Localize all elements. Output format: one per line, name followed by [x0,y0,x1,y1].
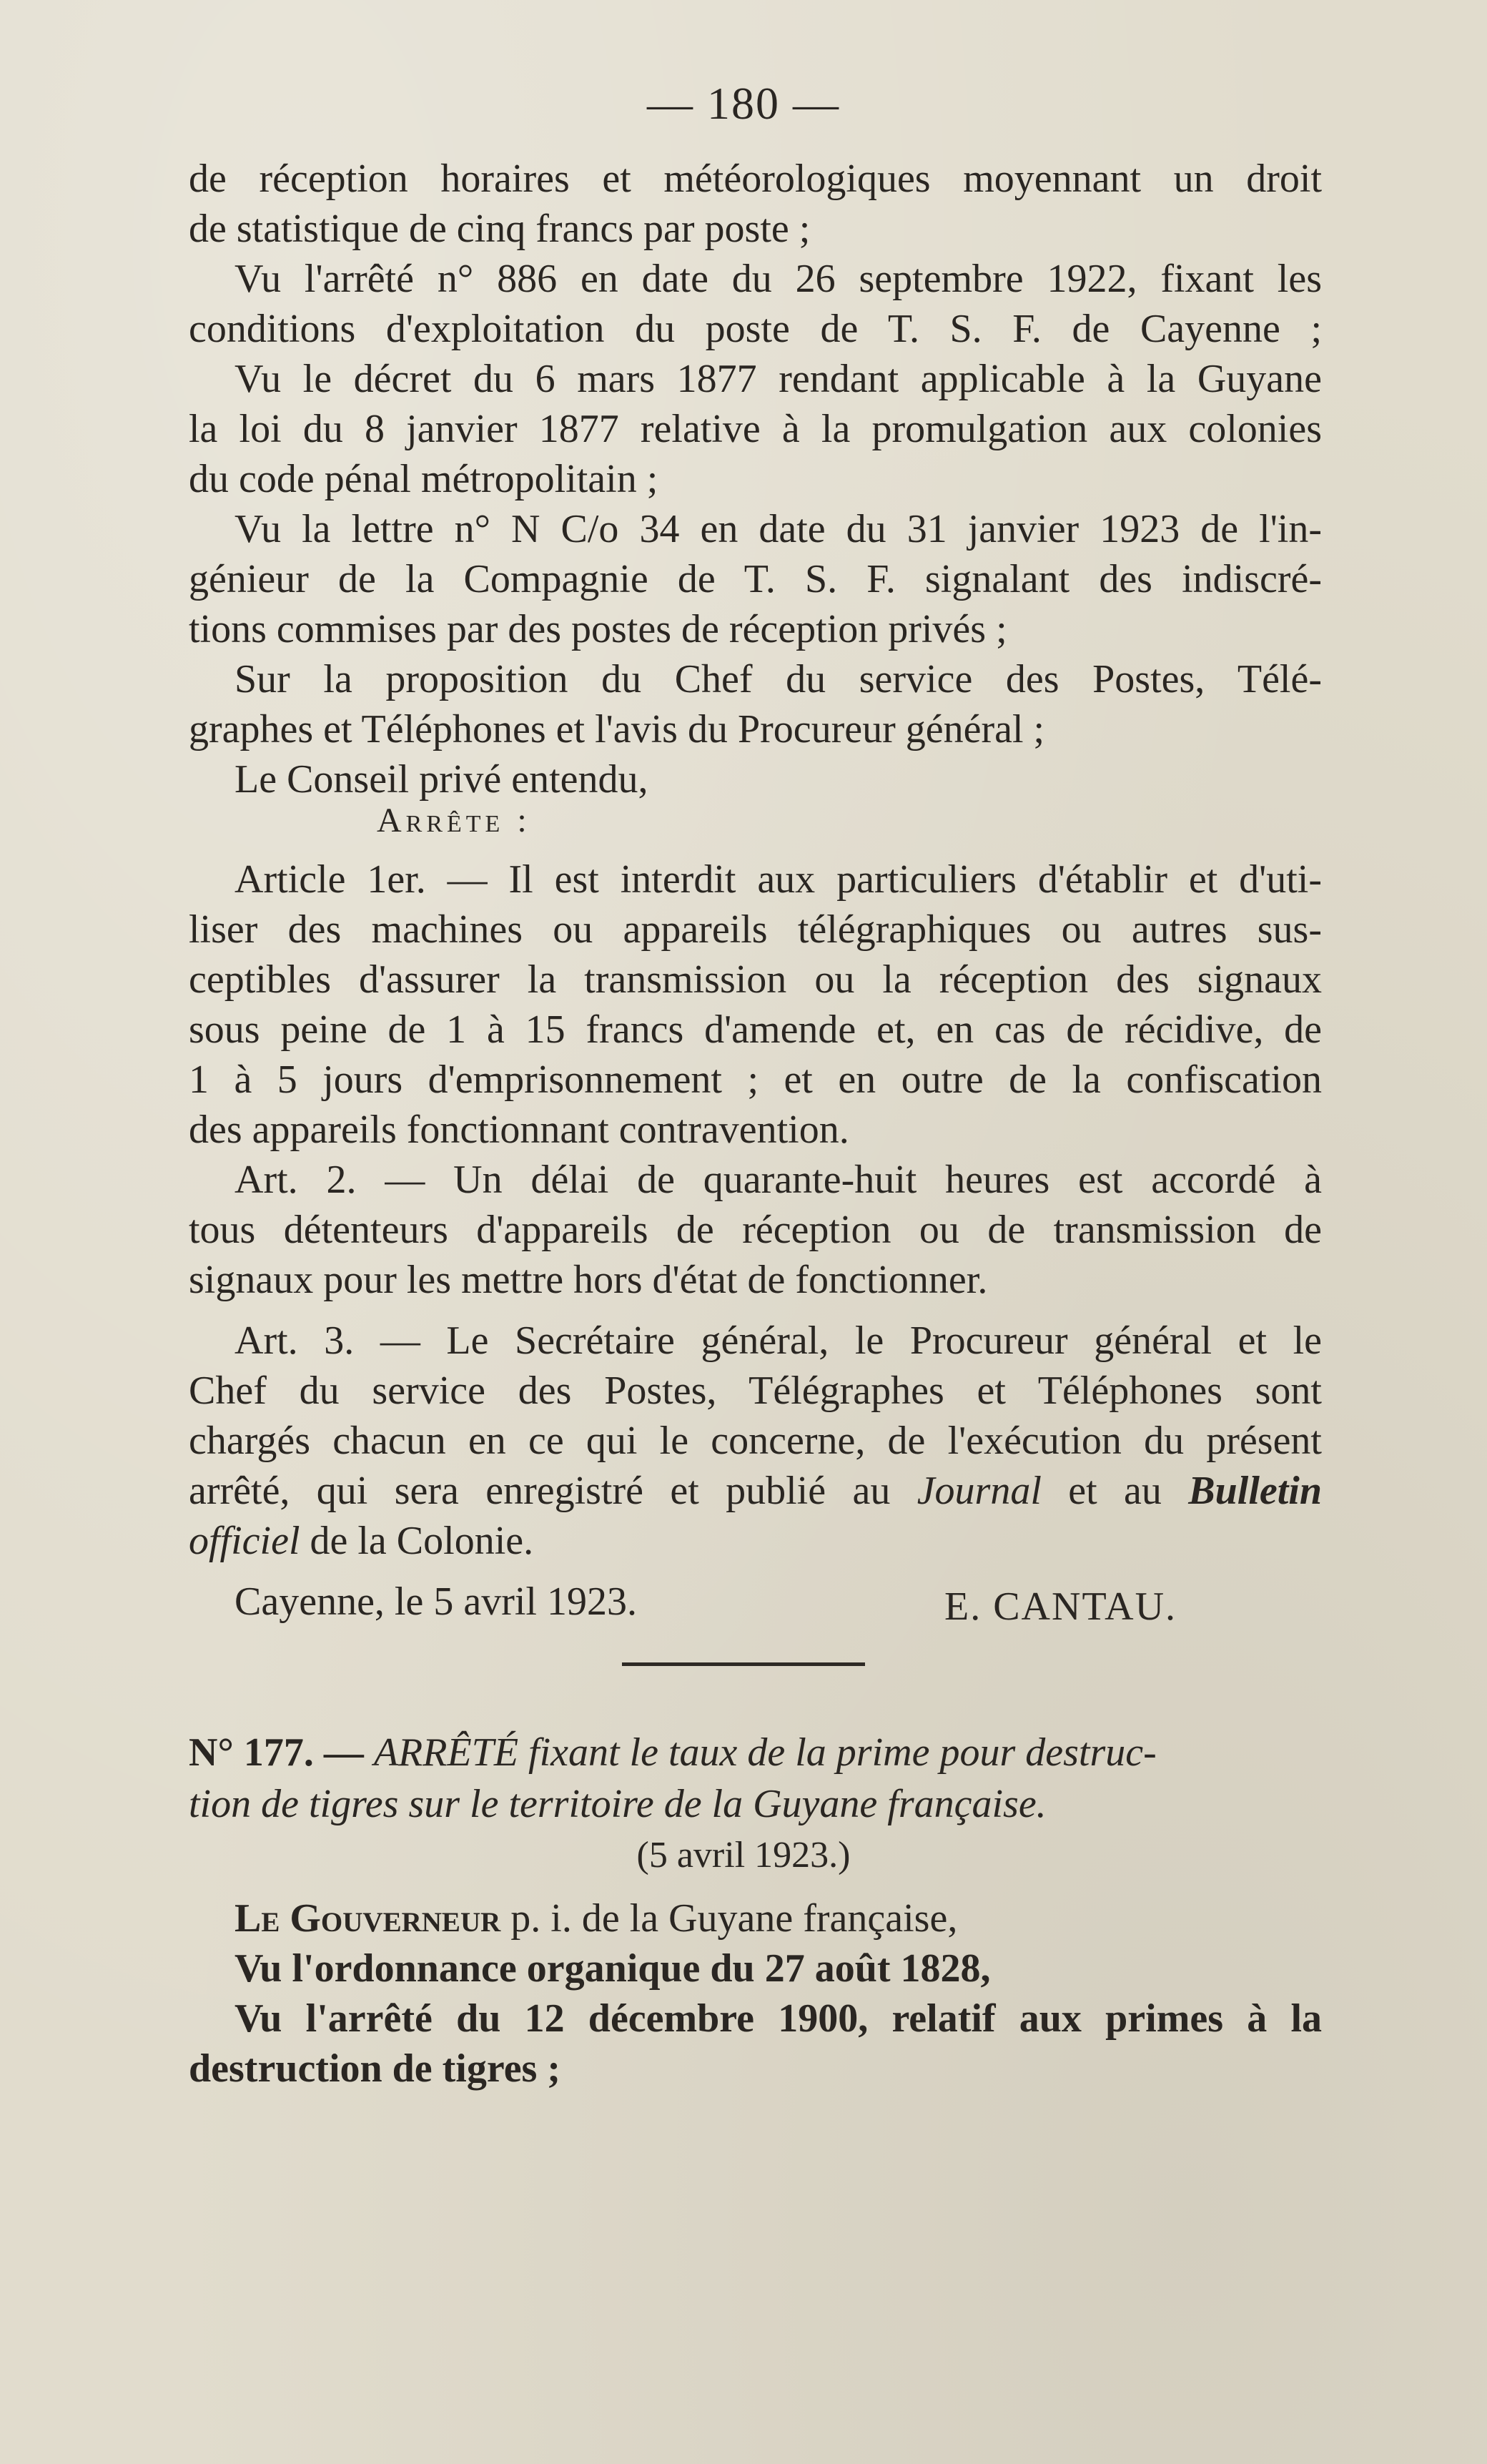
article-line: sous peine de 1 à 15 francs d'amende et, en cas de récidive, de [189,1007,1322,1052]
consideration-line: Vu l'ordonnance organique du 27 août 1828, [234,1946,991,1991]
journal-word: Journal [917,1469,1042,1513]
decree-heading [189,1727,1322,1778]
decree-title-line: ARRÊTÉ fixant le taux de la prime pour destruc- [373,1730,1157,1775]
article-line: liser des machines ou appareils télégraphiques ou autres sus- [189,907,1322,952]
preamble-line: graphes et Téléphones et l'avis du Procureur général ; [189,707,1045,751]
preamble-line: Vu le décret du 6 mars 1877 rendant applicable à la Guyane [234,357,1322,401]
preamble-line: la loi du 8 janvier 1877 relative à la promulgation aux colonies [189,407,1322,451]
et-au-text: et au [1041,1469,1189,1513]
preamble-line: Sur la proposition du Chef du service des Postes, Télé- [234,657,1322,701]
section-divider [622,1662,865,1666]
article-line: Chef du service des Postes, Télégraphes et Téléphones sont [189,1369,1322,1413]
consideration-line: destruction de tigres ; [189,2046,560,2091]
article-line: signaux pour les mettre hors d'état de fonctionner. [189,1258,988,1302]
preamble-line: de réception horaires et météorologiques moyennant un droit [189,157,1322,201]
preamble-line: Vu l'arrêté n° 886 en date du 26 septembre 1922, fixant les [234,257,1322,301]
decree-title-line: tion de tigres sur le territoire de la Guyane française. [189,1782,1047,1826]
article-line: Art. 3. — Le Secrétaire général, le Procureur général et le [234,1319,1322,1363]
place-date: Cayenne, le 5 avril 1923. [234,1580,637,1624]
article-text: arrêté, qui sera enregistré et publié au [189,1469,917,1513]
preamble-line: génieur de la Compagnie de T. S. F. signalant des indiscré- [189,557,1322,601]
article-line: chargés chacun en ce qui le concerne, de l'exécution du présent [189,1419,1322,1463]
article-line: des appareils fonctionnant contravention. [189,1108,849,1152]
preamble-line: de statistique de cinq francs par poste ; [189,207,811,251]
decree-date: (5 avril 1923.) [636,1835,851,1876]
consideration-line: Vu l'arrêté du 12 décembre 1900, relatif aux primes à la [234,1996,1322,2041]
page-number: — 180 — [647,78,840,129]
preamble-line: conditions d'exploitation du poste de T. S. F. de Cayenne ; [189,307,1322,351]
governor-line [189,1893,1322,1943]
article-line: tous détenteurs d'appareils de réception ou de transmission de [189,1208,1322,1252]
decree-number: N° 177. — [189,1730,374,1775]
article-line: ceptibles d'assurer la transmission ou la réception des signaux [189,957,1322,1002]
arrete-label: Arrête : [377,802,531,839]
bulletin-word: Bulletin [1188,1469,1322,1513]
article-line: Article 1er. — Il est interdit aux particuliers d'établir et d'uti- [234,857,1322,902]
article-line: Art. 2. — Un délai de quarante-huit heures est accordé à [234,1158,1322,1202]
article-line: 1 à 5 jours d'emprisonnement ; et en outre de la confiscation [189,1058,1322,1102]
article-line [189,1516,1322,1566]
officiel-word: officiel [189,1519,300,1563]
preamble-line: tions commises par des postes de réception privés ; [189,607,1007,651]
governor-rest: p. i. de la Guyane française, [500,1896,958,1941]
article-tail: de la Colonie. [300,1519,534,1563]
governor-label: Le Gouverneur [234,1896,501,1941]
preamble-line: du code pénal métropolitain ; [189,457,658,501]
signature: E. CANTAU. [944,1585,1177,1629]
preamble-line: Vu la lettre n° N C/o 34 en date du 31 janvier 1923 de l'in- [234,507,1322,551]
preamble-line: Le Conseil privé entendu, [234,757,648,802]
article-line [189,1466,1322,1516]
